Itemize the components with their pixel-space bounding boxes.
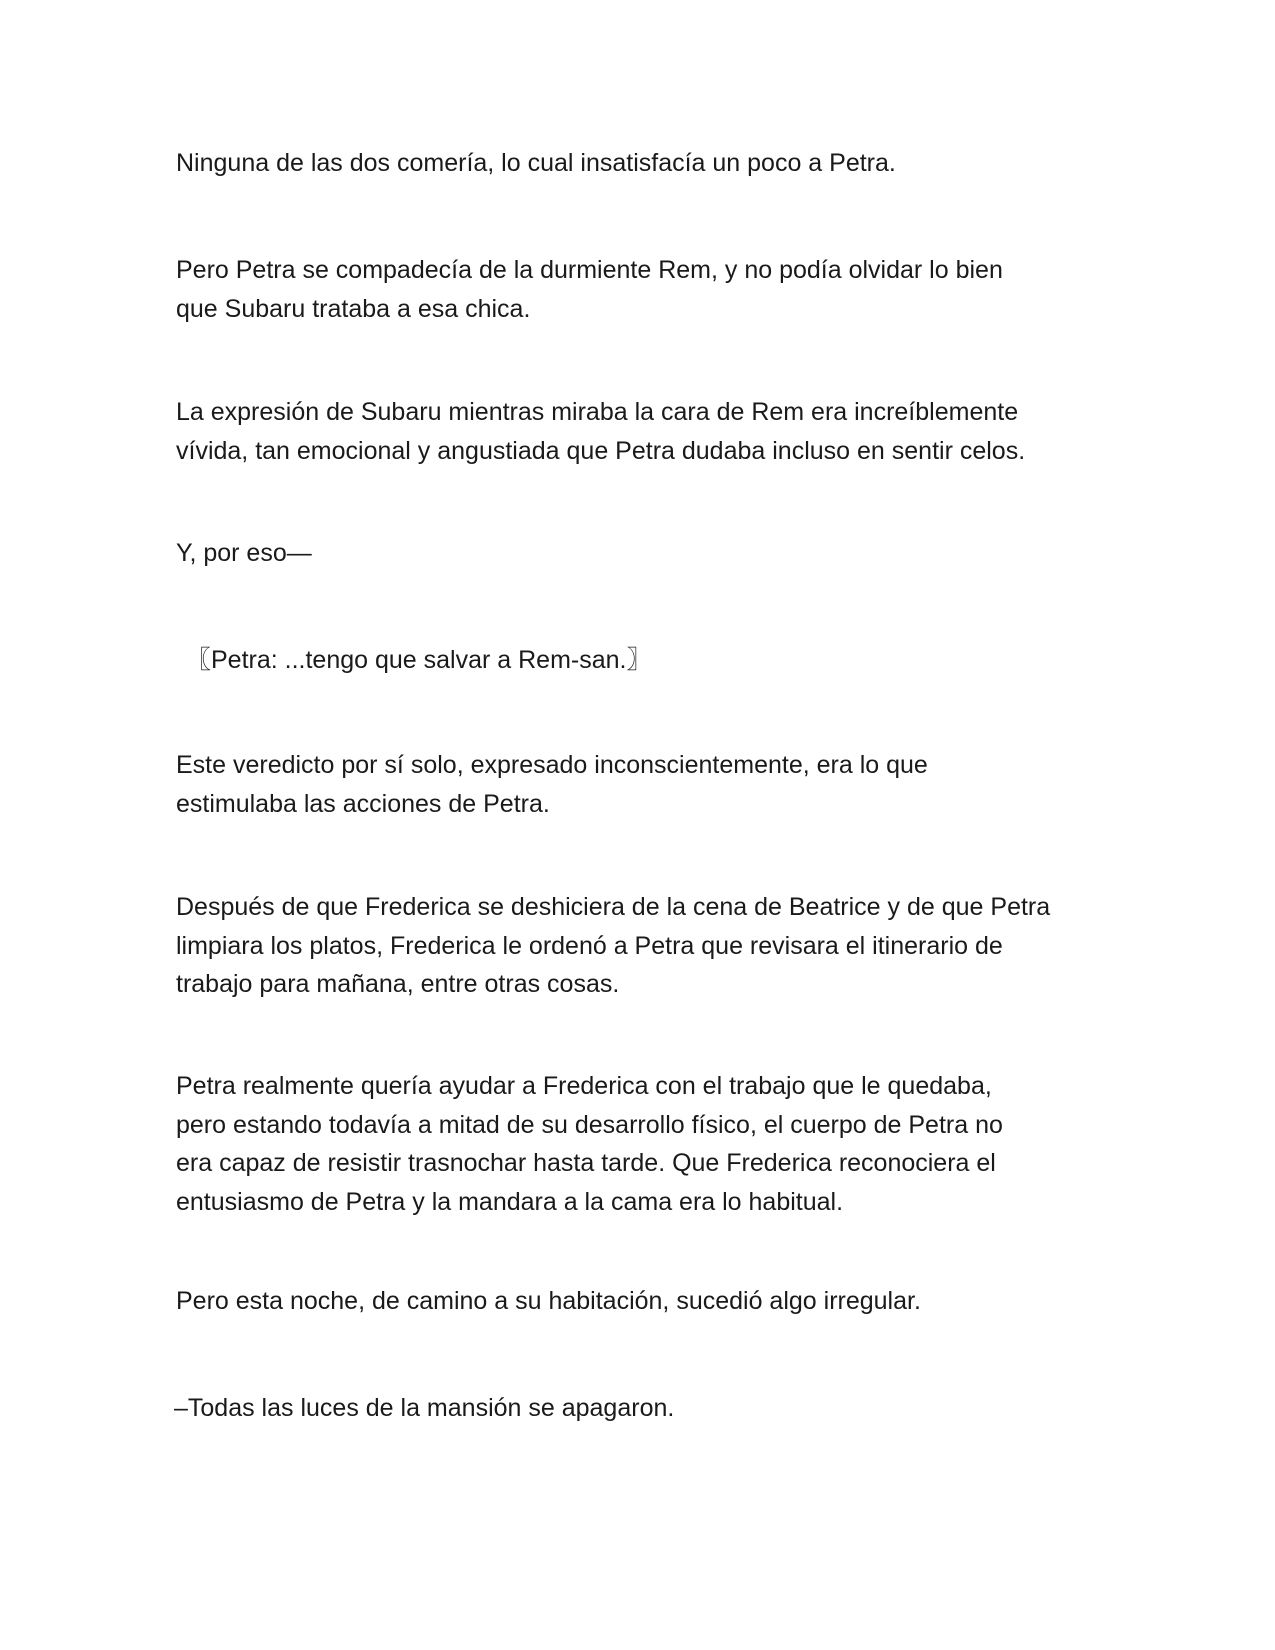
text-line: pero estando todavía a mitad de su desarrollo físico, el cuerpo de Petra no	[176, 1110, 1003, 1139]
text-line: limpiara los platos, Frederica le ordenó a Petra que revisara el itinerario de	[176, 931, 1003, 960]
paragraph-8	[176, 1067, 1096, 1221]
text-line: Pero esta noche, de camino a su habitación, sucedió algo irregular.	[176, 1287, 921, 1315]
text-line: –Todas las luces de la mansión se apagaron.	[174, 1394, 675, 1422]
text-line: vívida, tan emocional y angustiada que Petra dudaba incluso en sentir celos.	[176, 436, 1026, 465]
paragraph-2	[176, 251, 1096, 328]
text-line: trabajo para mañana, entre otras cosas.	[176, 970, 620, 998]
text-line: Petra realmente quería ayudar a Frederica con el trabajo que le quedaba,	[176, 1072, 992, 1100]
paragraph-4	[176, 534, 1096, 573]
dialogue-line: 〖Petra: ...tengo que salvar a Rem-san.〗	[186, 646, 652, 674]
text-line: Este veredicto por sí solo, expresado inconscientemente, era lo que	[176, 751, 928, 779]
text-line: Ninguna de las dos comería, lo cual insatisfacía un poco a Petra.	[176, 149, 896, 177]
text-line: estimulaba las acciones de Petra.	[176, 789, 550, 818]
paragraph-9	[176, 1282, 1096, 1321]
text-line: La expresión de Subaru mientras miraba la cara de Rem era increíblemente	[176, 398, 1019, 426]
text-line: era capaz de resistir trasnochar hasta tarde. Que Frederica reconociera el	[176, 1149, 996, 1177]
paragraph-1	[176, 144, 1096, 183]
text-line: entusiasmo de Petra y la mandara a la cama era lo habitual.	[176, 1187, 844, 1216]
paragraph-5-dialogue	[186, 641, 1106, 680]
text-line: que Subaru trataba a esa chica.	[176, 294, 531, 323]
text-line: Y, por eso—	[176, 539, 312, 567]
paragraph-10	[174, 1389, 1094, 1428]
paragraph-6	[176, 746, 1096, 823]
paragraph-3	[176, 393, 1096, 470]
text-line: Después de que Frederica se deshiciera de la cena de Beatrice y de que Petra	[176, 893, 1051, 921]
text-line: Pero Petra se compadecía de la durmiente Rem, y no podía olvidar lo bien	[176, 256, 1003, 284]
paragraph-7	[176, 888, 1096, 1004]
